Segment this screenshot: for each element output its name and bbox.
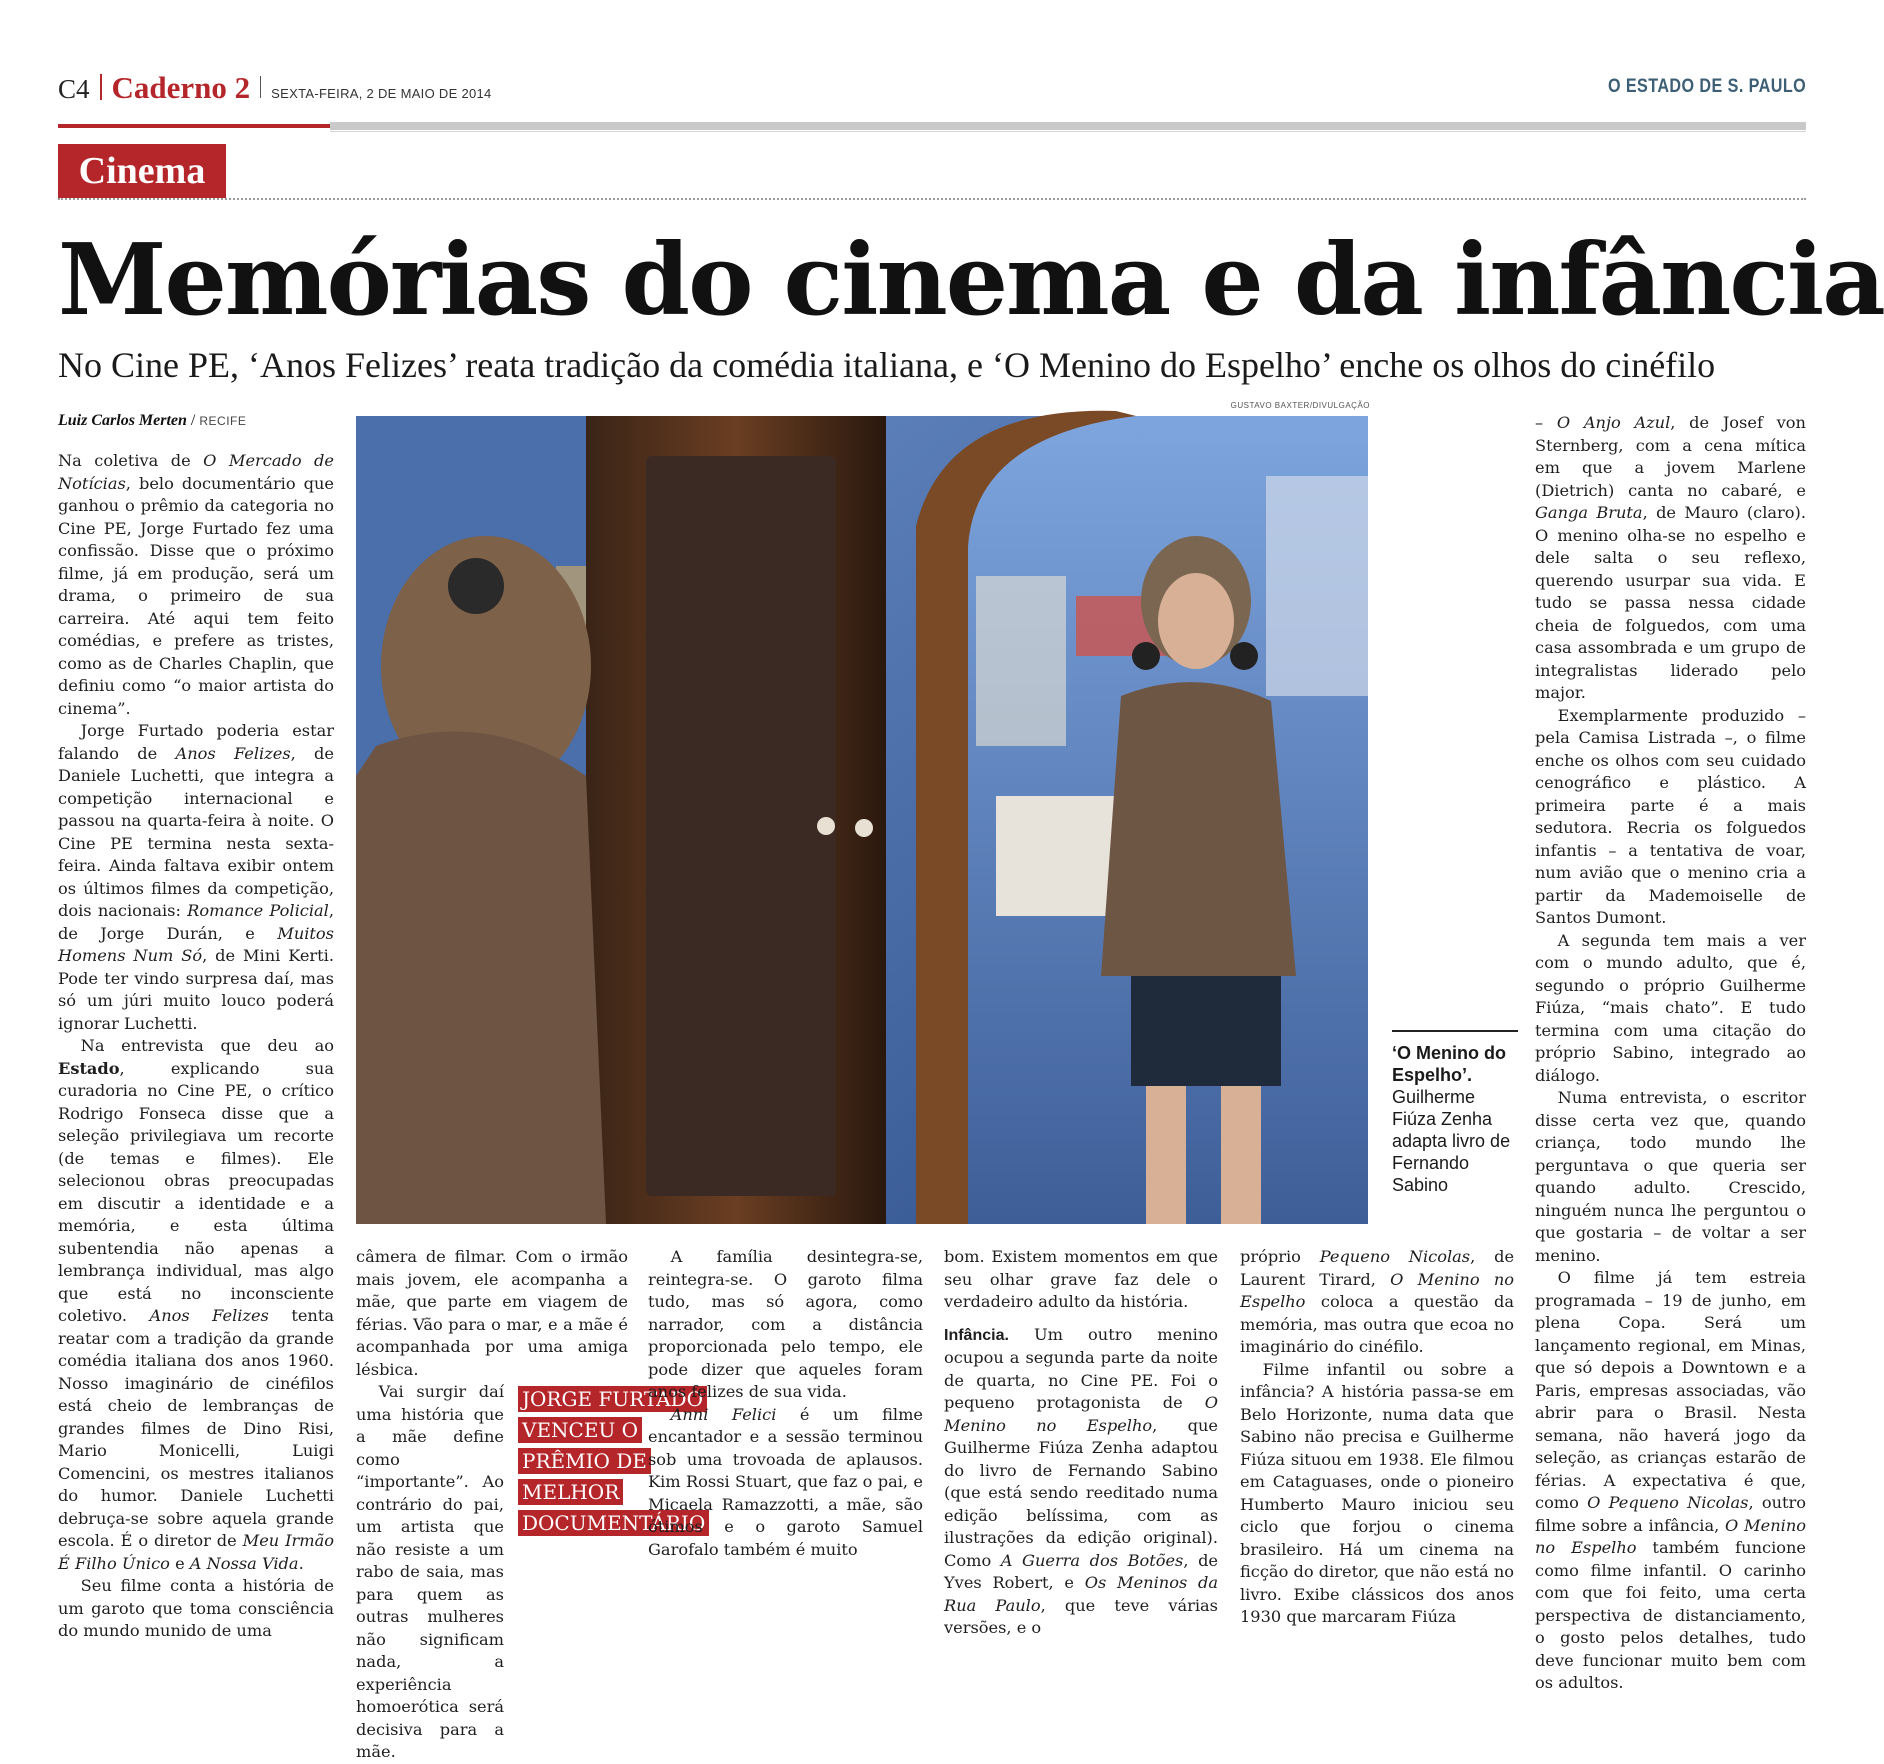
article-column-3 — [648, 1246, 923, 1626]
photo-credit: GUSTAVO BAXTER/DIVULGAÇÃO — [1230, 401, 1370, 410]
masthead-divider-thin — [260, 76, 261, 98]
paragraph: Anni Felici é um filme encantador e a sessão terminou sob uma trovoada de aplausos. Kim Rossi Stuart, que faz o pai, e Micaela Ramazzotti, a mãe, são ótimos e o garoto Samuel Garofalo também é muito — [648, 1404, 923, 1559]
issue-date: SEXTA-FEIRA, 2 DE MAIO DE 2014 — [271, 86, 492, 101]
rule-gray — [330, 122, 1806, 130]
page-number: C4 — [58, 74, 90, 104]
article-photo — [356, 416, 1368, 1224]
section-name: Caderno 2 — [111, 70, 251, 105]
masthead-divider — [100, 74, 102, 100]
paragraph: Filme infantil ou sobre a infância? A história passa-se em Belo Horizonte, numa data que Sabino não precisa e Guilherme Fiúza situou em 1938. Ele filmou em Cataguases, onde o pioneiro Humberto Mauro iniciou seu ciclo que forjou o cinema brasileiro. Há um cinema na ficção do diretor, que não está no livro. Exibe clássicos dos anos 1930 que marcaram Fiúza — [1240, 1359, 1514, 1626]
paragraph: Na coletiva de O Mercado de Notícias, belo documentário que ganhou o prêmio da categoria no Cine PE, Jorge Furtado fez uma confissão. Disse que o próximo filme, já em produção, será um drama, o primeiro de sua carreira. Até aqui tem feito comédias, e prefere as tristes, como as de Charles Chaplin, que definiu como “o maior artista do cinema”. — [58, 451, 334, 718]
byline-separator: / — [190, 412, 200, 429]
masthead — [58, 70, 492, 104]
newspaper-name: O ESTADO DE S. PAULO — [1607, 76, 1806, 97]
headline: Memórias do cinema e da infância — [58, 223, 1884, 338]
paragraph: Jorge Furtado poderia estar falando de Anos Felizes, de Daniele Luchetti, que integra a competição internacional e passou na quarta-feira à noite. O Cine PE termina nesta sexta-feira. Ainda faltava exibir ontem os últimos filmes da competição, dois nacionais: Romance Policial, de Jorge Durán, e Muitos Homens Num Só, de Mini Kerti. Pode ter vindo surpresa daí, mas só um júri muito louco poderá ignorar Luchetti. — [58, 721, 334, 1033]
rule-red — [58, 124, 330, 128]
byline-location: RECIFE — [199, 414, 247, 428]
paragraph: bom. Existem momentos em que seu olhar grave faz dele o verdadeiro adulto da história. — [944, 1247, 1218, 1311]
article-column-4 — [944, 1246, 1219, 1637]
paragraph: A família desintegra-se, reintegra-se. O garoto filma tudo, mas só agora, como narrador, com a distância proporcionada pelo tempo, ele pode dizer que aqueles foram anos felizes de sua vida. — [648, 1247, 923, 1401]
paragraph: O filme já tem estreia programada – 19 de junho, em plena Copa. Será um lançamento regional, em Minas, que só depois a Downtown e a Paris, empresas associadas, vão abrir para o Brasil. Nesta semana, não haverá jogo da seleção, as crianças estarão de férias. A expectativa é que, como O Pequeno Nicolas, outro filme sobre a infância, O Menino no Espelho também funcione como filme infantil. O carinho com que foi feito, uma certa perspectiva de distanciamento, o gosto pelos detalhes, tudo deve funcionar muito bem com os adultos. — [1535, 1268, 1806, 1692]
byline-author: Luiz Carlos Merten — [58, 412, 187, 429]
paragraph: Numa entrevista, o escritor disse certa vez que, quando criança, todo mundo lhe perguntava o que queria ser quando adulto. Crescido, ninguém nunca lhe perguntou o que gostaria – de voltar a ser menino. — [1535, 1088, 1806, 1265]
rubric-label: Cinema — [58, 144, 226, 198]
pull-quote: JORGE FURTADO VENCEU O PRÊMIO DE MELHOR DOCUMENTÁRIO — [518, 1384, 732, 1539]
photo-caption — [1392, 1030, 1518, 1196]
paragraph: A segunda tem mais a ver com o mundo adulto, que é, segundo o próprio Guilherme Fiúza, “mais chato”. E tudo termina com uma citação do próprio Sabino, integrado ao diálogo. — [1535, 930, 1806, 1085]
paragraph: Infância. Um outro menino ocupou a segunda parte da noite de quarta, no Cine PE. Foi o pequeno protagonista de O Menino no Espelho, que Guilherme Fiúza Zenha adaptou do livro de Fernando Sabino (que está sendo reeditado numa edição belíssima, com as ilustrações da edição original). Como A Guerra dos Botões, de Yves Robert, e Os Meninos da Rua Paulo, que teve várias versões, e o — [944, 1324, 1219, 1637]
article-column-6 — [1535, 412, 1806, 1692]
paragraph: Exemplarmente produzido – pela Camisa Listrada –, o filme enche os olhos com seu cuidado cenográfico e plástico. A primeira parte é a mais sedutora. Recria os folguedos infantis – a tentativa de voar, num avião que o menino cria a partir da Mademoiselle de Santos Dumont. — [1535, 705, 1806, 927]
caption-text: Guilherme Fiúza Zenha adapta livro de Fernando Sabino — [1392, 1087, 1511, 1195]
photo-illustration — [356, 416, 1368, 1224]
paragraph: – O Anjo Azul, de Josef von Sternberg, com a cena mítica em que a jovem Marlene (Dietrich) canta no cabaré, e Ganga Bruta, de Mauro (claro). O menino olha-se no espelho e dele salta o seu reflexo, querendo usurpar sua vida. E tudo se passa nessa cidade cheia de folguedos, com uma casa assombrada e um grupo de integralistas liderado pelo major. — [1535, 413, 1806, 702]
paragraph: próprio Pequeno Nicolas, de Laurent Tirard, O Menino no Espelho coloca a questão da memória, mas outra que ecoa no imaginário do cinéfilo. — [1240, 1247, 1515, 1356]
article-column-5 — [1240, 1246, 1514, 1626]
subheadline: No Cine PE, ‘Anos Felizes’ reata tradição da comédia italiana, e ‘O Menino do Espelho’ enche os olhos do cinéfilo — [58, 345, 1716, 385]
paragraph: Na entrevista que deu ao Estado, explicando sua curadoria no Cine PE, o crítico Rodrigo Fonseca disse que a seleção privilegiava um recorte (de temas e filmes). Ele selecionou obras preocupadas em discutir a identidade e a memória, e esta última subentendia não apenas a lembrança individual, mas algo que está no inconsciente coletivo. Anos Felizes tenta reatar com a tradição da grande comédia italiana dos anos 1960. Nosso imaginário de cinéfilos está cheio de lembranças de grandes filmes de Dino Risi, Mario Monicelli, Luigi Comencini, os mestres italianos do humor. Daniele Luchetti debruça-se sobre aquela grande escola. É o diretor de Meu Irmão É Filho Único e A Nossa Vida. — [58, 1036, 335, 1573]
paragraph: Vai surgir daí uma história que a mãe define como “importante”. Ao contrário do pai, um artista que não resiste a um rabo de saia, mas para quem as outras mulheres não significam nada, a experiência homoerótica será decisiva para a mãe. — [356, 1382, 504, 1761]
byline — [58, 412, 246, 430]
caption-title: ‘O Menino do Espelho’. — [1392, 1043, 1506, 1085]
article-column-1 — [58, 450, 334, 1640]
rule-gray-thin — [330, 131, 1806, 132]
paragraph: câmera de filmar. Com o irmão mais jovem, ele acompanha a mãe, que parte em viagem de férias. Vão para o mar, e a mãe é acompanhada por uma amiga lésbica. — [356, 1247, 628, 1379]
paragraph: Seu filme conta a história de um garoto que toma consciência do mundo munido de uma — [58, 1576, 334, 1640]
dotted-rule — [58, 198, 1806, 200]
